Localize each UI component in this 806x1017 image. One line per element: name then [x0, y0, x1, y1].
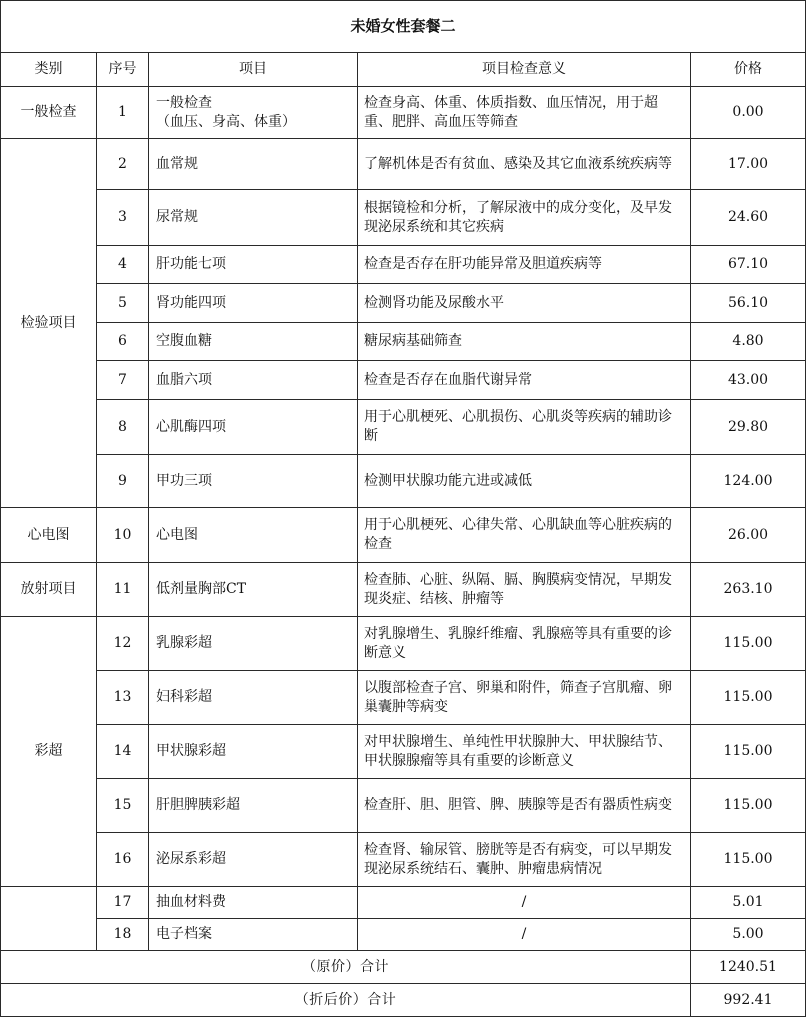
row-number: 10	[97, 508, 149, 563]
row-item-line2: （血压、身高、体重）	[156, 113, 296, 130]
row-meaning: /	[358, 919, 691, 951]
row-number: 9	[97, 455, 149, 508]
row-price: 115.00	[691, 725, 806, 779]
row-number: 2	[97, 139, 149, 190]
row-item: 甲状腺彩超	[149, 725, 358, 779]
row-item: 电子档案	[149, 919, 358, 951]
header-number: 序号	[97, 53, 149, 87]
row-meaning: 检查是否存在肝功能异常及胆道疾病等	[358, 246, 691, 284]
row-meaning: 了解机体是否有贫血、感染及其它血液系统疾病等	[358, 139, 691, 190]
table-row	[1, 833, 806, 887]
row-item: 肝功能七项	[149, 246, 358, 284]
row-price: 0.00	[691, 87, 806, 139]
row-price: 263.10	[691, 563, 806, 617]
row-price: 17.00	[691, 139, 806, 190]
total-discount-label: （折后价）合计	[1, 984, 691, 1017]
table-row	[1, 617, 806, 671]
row-price: 67.10	[691, 246, 806, 284]
row-meaning: 对甲状腺增生、单纯性甲状腺肿大、甲状腺结节、甲状腺腺瘤等具有重要的诊断意义	[358, 725, 691, 779]
category-cell: 彩超	[1, 617, 97, 887]
table-row	[1, 725, 806, 779]
row-number: 18	[97, 919, 149, 951]
total-discount-value: 992.41	[691, 984, 806, 1017]
row-item: 泌尿系彩超	[149, 833, 358, 887]
table-row	[1, 139, 806, 190]
header-meaning: 项目检查意义	[358, 53, 691, 87]
table-row	[1, 190, 806, 246]
table-row	[1, 671, 806, 725]
row-item: 乳腺彩超	[149, 617, 358, 671]
row-number: 12	[97, 617, 149, 671]
row-price: 56.10	[691, 284, 806, 323]
table-row	[1, 400, 806, 455]
table-row	[1, 919, 806, 951]
row-item: 甲功三项	[149, 455, 358, 508]
row-meaning: 检查身高、体重、体质指数、血压情况，用于超重、肥胖、高血压等筛查	[358, 87, 691, 139]
table-row	[1, 887, 806, 919]
row-price: 115.00	[691, 833, 806, 887]
row-number: 16	[97, 833, 149, 887]
category-cell: 一般检查	[1, 87, 97, 139]
row-meaning: 检查肾、输尿管、膀胱等是否有病变，可以早期发现泌尿系统结石、囊肿、肿瘤患病情况	[358, 833, 691, 887]
row-price: 43.00	[691, 361, 806, 400]
category-cell-empty	[1, 887, 97, 951]
row-meaning: 检查肺、心脏、纵隔、膈、胸膜病变情况，早期发现炎症、结核、肿瘤等	[358, 563, 691, 617]
table-row	[1, 246, 806, 284]
row-number: 5	[97, 284, 149, 323]
row-price: 24.60	[691, 190, 806, 246]
package-title: 未婚女性套餐二	[1, 1, 806, 53]
row-item	[149, 87, 358, 139]
row-number: 6	[97, 323, 149, 361]
row-item: 低剂量胸部CT	[149, 563, 358, 617]
row-price: 115.00	[691, 779, 806, 833]
row-meaning: 以腹部检查子宫、卵巢和附件，筛查子宫肌瘤、卵巢囊肿等病变	[358, 671, 691, 725]
row-meaning: 用于心肌梗死、心律失常、心肌缺血等心脏疾病的检查	[358, 508, 691, 563]
table-row	[1, 87, 806, 139]
row-price: 29.80	[691, 400, 806, 455]
row-item: 尿常规	[149, 190, 358, 246]
category-cell: 心电图	[1, 508, 97, 563]
row-meaning: 对乳腺增生、乳腺纤维瘤、乳腺癌等具有重要的诊断意义	[358, 617, 691, 671]
table-row	[1, 323, 806, 361]
header-price: 价格	[691, 53, 806, 87]
row-number: 8	[97, 400, 149, 455]
row-meaning: /	[358, 887, 691, 919]
total-original-value: 1240.51	[691, 951, 806, 984]
table-row	[1, 284, 806, 323]
row-meaning: 检查是否存在血脂代谢异常	[358, 361, 691, 400]
row-item: 血常规	[149, 139, 358, 190]
row-meaning: 用于心肌梗死、心肌损伤、心肌炎等疾病的辅助诊断	[358, 400, 691, 455]
table-row	[1, 779, 806, 833]
row-item: 心电图	[149, 508, 358, 563]
total-original-label: （原价）合计	[1, 951, 691, 984]
row-item: 妇科彩超	[149, 671, 358, 725]
row-item: 肝胆脾胰彩超	[149, 779, 358, 833]
row-number: 3	[97, 190, 149, 246]
row-price: 115.00	[691, 671, 806, 725]
row-item: 心肌酶四项	[149, 400, 358, 455]
header-item: 项目	[149, 53, 358, 87]
row-item: 空腹血糖	[149, 323, 358, 361]
row-meaning: 根据镜检和分析，了解尿液中的成分变化，及早发现泌尿系统和其它疾病	[358, 190, 691, 246]
row-price: 124.00	[691, 455, 806, 508]
table-row	[1, 508, 806, 563]
row-price: 4.80	[691, 323, 806, 361]
row-item-line1: 一般检查	[156, 94, 212, 111]
row-number: 11	[97, 563, 149, 617]
row-number: 4	[97, 246, 149, 284]
row-meaning: 检测肾功能及尿酸水平	[358, 284, 691, 323]
table-row	[1, 455, 806, 508]
row-item: 肾功能四项	[149, 284, 358, 323]
row-item: 血脂六项	[149, 361, 358, 400]
row-price: 5.01	[691, 887, 806, 919]
category-cell: 检验项目	[1, 139, 97, 508]
row-price: 5.00	[691, 919, 806, 951]
row-price: 115.00	[691, 617, 806, 671]
total-original-row	[1, 951, 806, 984]
row-item: 抽血材料费	[149, 887, 358, 919]
row-number: 7	[97, 361, 149, 400]
row-number: 15	[97, 779, 149, 833]
row-meaning: 检测甲状腺功能亢进或减低	[358, 455, 691, 508]
category-cell: 放射项目	[1, 563, 97, 617]
row-number: 1	[97, 87, 149, 139]
row-meaning: 检查肝、胆、胆管、脾、胰腺等是否有器质性病变	[358, 779, 691, 833]
row-number: 14	[97, 725, 149, 779]
table-row	[1, 563, 806, 617]
total-discount-row	[1, 984, 806, 1017]
row-number: 13	[97, 671, 149, 725]
row-meaning: 糖尿病基础筛查	[358, 323, 691, 361]
header-category: 类别	[1, 53, 97, 87]
table-row	[1, 361, 806, 400]
row-price: 26.00	[691, 508, 806, 563]
header-row	[1, 53, 806, 87]
row-number: 17	[97, 887, 149, 919]
